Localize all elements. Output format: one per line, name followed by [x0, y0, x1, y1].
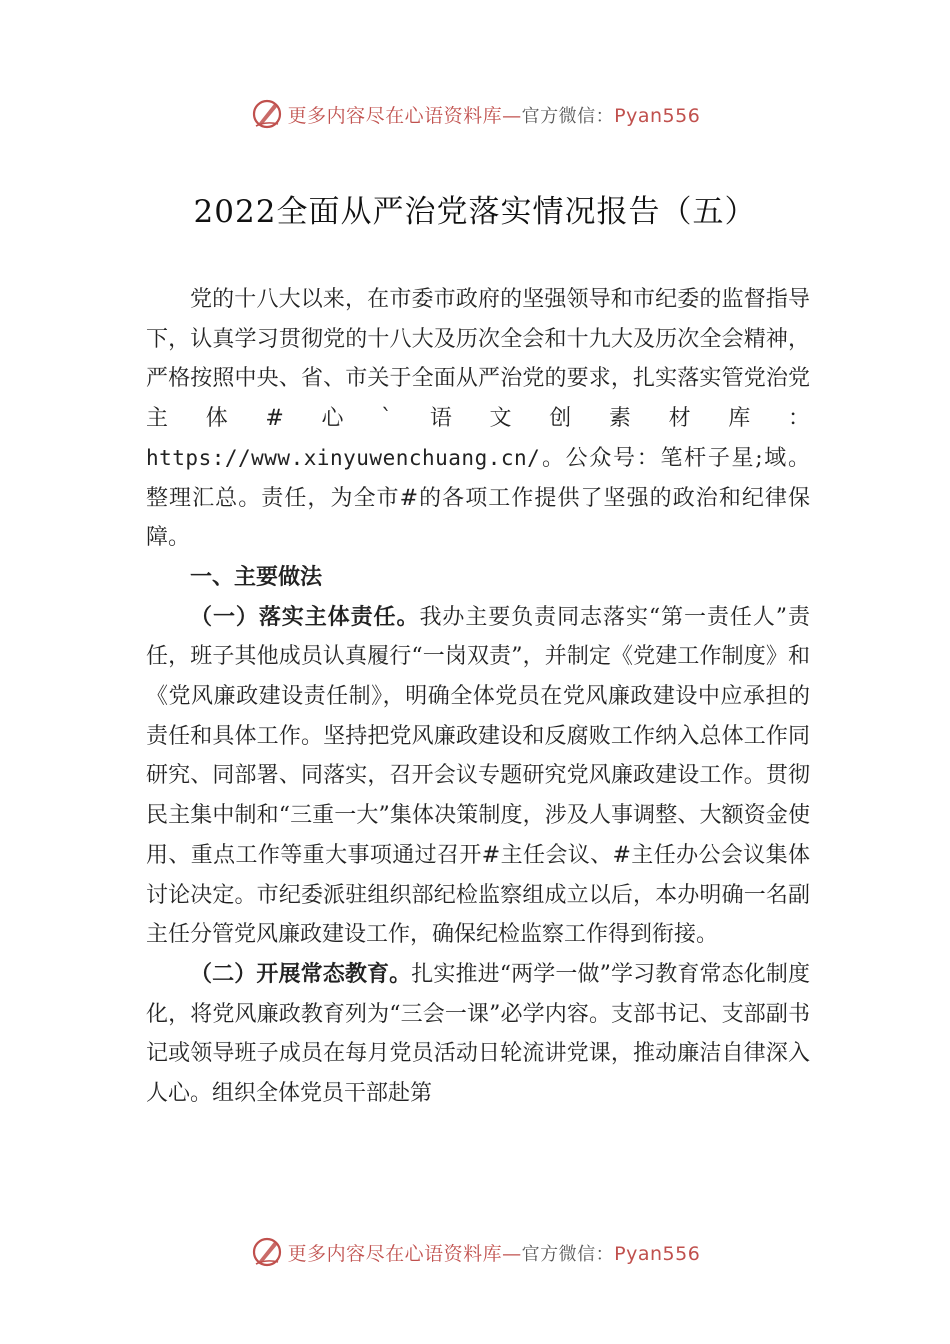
- header-site-name: 更多内容尽在心语资料库: [287, 104, 503, 127]
- section1-heading: 一、主要做法: [190, 564, 323, 590]
- item1-lead: （一）落实主体责任。: [190, 604, 420, 630]
- item2-lead: （二）开展常态教育。: [190, 961, 412, 987]
- pen-logo-icon: [250, 1235, 284, 1269]
- footer-banner: [0, 1232, 950, 1272]
- document-body: [146, 280, 810, 1114]
- intro-url: https://www.xinyuwenchuang.cn/: [146, 445, 541, 470]
- footer-official-label: 官方微信：: [521, 1243, 615, 1265]
- item2-paragraph: [146, 955, 810, 1114]
- item1-text: 我办主要负责同志落实“第一责任人”责任，班子其他成员认真履行“一岗双责”，并制定《党建工作制度》和《党风廉政建设责任制》，明确全体党员在党风廉政建设中应承担的责任和具体工作。坚持把党风廉政建设和反腐败工作纳入总体工作同研究、同部署、同落实，召开会议专题研究党风廉政建设工作。贯彻民主集中制和“三重一大”集体决策制度，涉及人事调整、大额资金使用、重点工作等重大事项通过召开#主任会议、#主任办公会议集体讨论决定。市纪委派驻组织部纪检监察组成立以后，本办明确一名副主任分管党风廉政建设工作，确保纪检监察工作得到衔接。: [146, 604, 810, 948]
- intro-part1: 党的十八大以来，在市委市政府的坚强领导和市纪委的监督指导下，认真学习贯彻党的十八大及历次全会和十九大及历次全会精神，严格按照中央、省、市关于全面从严治党的要求，扎实落实管党治党主体#心`语文创素材库：: [146, 287, 810, 432]
- intro-paragraph: [146, 280, 810, 558]
- header-wechat-id: Pyan556: [614, 104, 701, 127]
- intro-part2: 。公众号：笔杆子星;域。整理汇总。责任，为全市#的各项工作提供了坚强的政治和纪律保障。: [146, 445, 810, 551]
- item1-paragraph: [146, 598, 810, 955]
- header-banner: [0, 94, 950, 134]
- item2-text: 扎实推进“两学一做”学习教育常态化制度化，将党风廉政教育列为“三会一课”必学内容。支部书记、支部副书记或领导班子成员在每月党员活动日轮流讲党课，推动廉洁自律深入人心。组织全体党员干部赴第: [146, 961, 810, 1107]
- document-title: 2022全面从严治党落实情况报告（五）: [193, 194, 757, 230]
- header-official-label: 官方微信：: [521, 105, 615, 127]
- header-dash: —: [502, 104, 522, 127]
- footer-wechat-id: Pyan556: [614, 1242, 701, 1265]
- footer-dash: —: [502, 1242, 522, 1265]
- header-banner-text: [288, 101, 701, 128]
- footer-banner-text: [288, 1239, 701, 1266]
- footer-site-name: 更多内容尽在心语资料库: [287, 1242, 503, 1265]
- pen-logo-icon: [250, 97, 284, 131]
